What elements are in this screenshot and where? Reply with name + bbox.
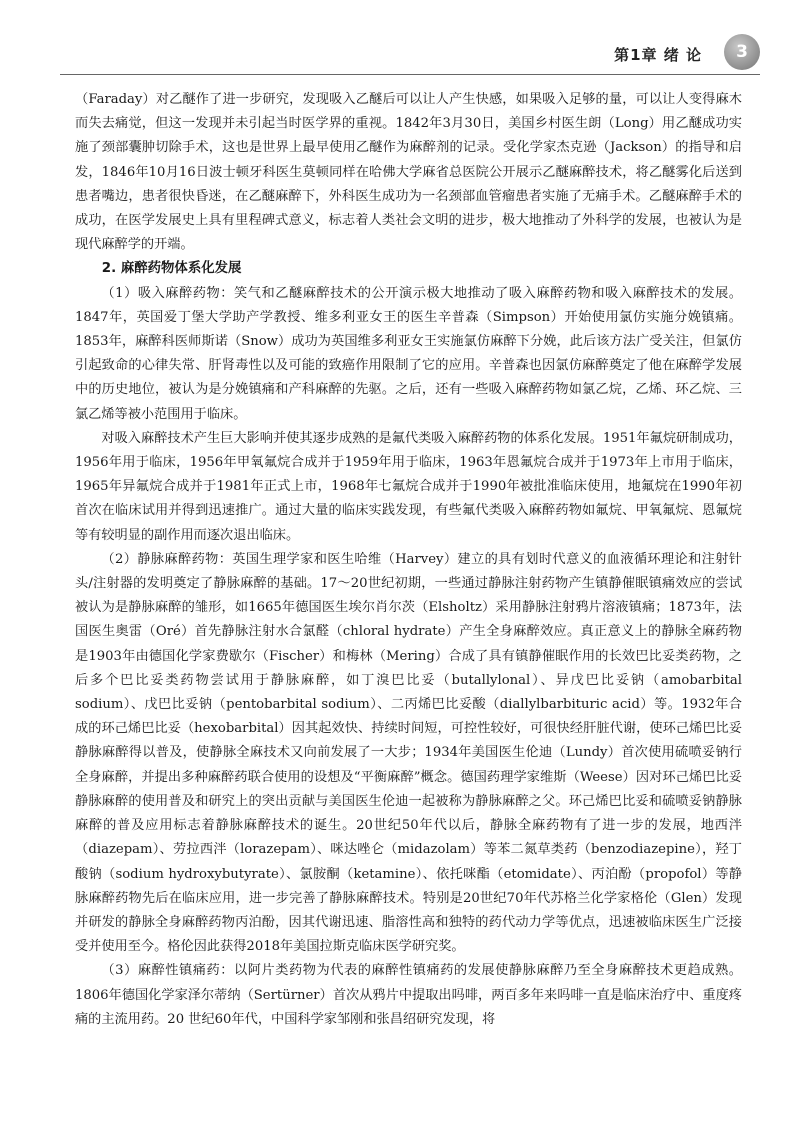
paragraph-inhalation-anesthetics: （1）吸入麻醉药物：笑气和乙醚麻醉技术的公开演示极大地推动了吸入麻醉药物和吸入麻醉技术的发展。1847年，英国爱丁堡大学助产学教授、维多利亚女王的医生辛普森（Simpson）开始使用氯仿实施分娩镇痛。1853年，麻醉科医师斯诺（Snow）成功为英国维多利亚女王实施氯仿麻醉下分娩，此后该方法广受关注，但氯仿引起致命的心律失常、肝肾毒性以及可能的致癌作用限制了它的应用。辛普森也因氯仿麻醉奠定了他在麻醉学发展中的历史地位，被认为是分娩镇痛和产科麻醉的先驱。之后，还有一些吸入麻醉药物如氯乙烷，乙烯、环乙烷、三氯乙烯等被小范围用于临床。: [75, 285, 742, 422]
body-text: [75, 88, 742, 1032]
paragraph-fluorinated-anesthetics: 对吸入麻醉技术产生巨大影响并使其逐步成熟的是氟代类吸入麻醉药物的体系化发展。1951年氟烷研制成功，1956年用于临床，1956年甲氧氟烷合成并于1959年用于临床，1963年恩氟烷合成并于1973年上市用于临床，1965年异氟烷合成并于1981年正式上市，1968年七氟烷合成并于1990年被批准临床使用，地氟烷在1990年初首次在临床试用并得到迅速推广。通过大量的临床实践发现，有些氟代类吸入麻醉药物如氟烷、甲氧氟烷、恩氟烷等有较明显的副作用而逐次退出临床。: [75, 430, 742, 543]
paragraph-faraday-ether: （Faraday）对乙醚作了进一步研究，发现吸入乙醚后可以让人产生快感，如果吸入足够的量，可以让人变得麻木而失去痛觉，但这一发现并未引起当时医学界的重视。1842年3月30日，美国乡村医生朗（Long）用乙醚成功实施了颈部囊肿切除手术，这也是世界上最早使用乙醚作为麻醉剂的记录。受化学家杰克逊（Jackson）的指导和启发，1846年10月16日波士顿牙科医生莫顿同样在哈佛大学麻省总医院公开展示乙醚麻醉技术，将乙醚雾化后送到患者嘴边，患者很快昏迷，在乙醚麻醉下，外科医生成功为一名颈部血管瘤患者实施了无痛手术。乙醚麻醉手术的成功，在医学发展史上具有里程碑式意义，标志着人类社会文明的进步，极大地推动了外科学的发展，也被认为是现代麻醉学的开端。: [75, 92, 742, 253]
page-number-badge: 3: [724, 34, 760, 70]
paragraph-narcotic-analgesics: （3）麻醉性镇痛药：以阿片类药物为代表的麻醉性镇痛药的发展使静脉麻醉乃至全身麻醉技术更趋成熟。1806年德国化学家泽尔蒂纳（Sertürner）首次从鸦片中提取出吗啡，两百多年来吗啡一直是临床治疗中、重度疼痛的主流用药。20 世纪60年代，中国科学家邹刚和张昌绍研究发现，将: [75, 963, 742, 1027]
paragraph-intravenous-anesthetics: （2）静脉麻醉药物：英国生理学家和医生哈维（Harvey）建立的具有划时代意义的血液循环理论和注射针头/注射器的发明奠定了静脉麻醉的基础。17～20世纪初期，一些通过静脉注射药物产生镇静催眠镇痛效应的尝试被认为是静脉麻醉的雏形，如1665年德国医生埃尔肖尔茨（Elsholtz）采用静脉注射鸦片溶液镇痛；1873年，法国医生奥雷（Oré）首先静脉注射水合氯醛（chloral hydrate）产生全身麻醉效应。真正意义上的静脉全麻药物是1903年由德国化学家费歇尔（Fischer）和梅林（Mering）合成了具有镇静催眠作用的长效巴比妥类药物，之后多个巴比妥类药物尝试用于静脉麻醉，如丁溴巴比妥（butallylonal）、异戊巴比妥钠（amobarbital sodium）、戊巴比妥钠（pentobarbital sodium）、二丙烯巴比妥酸（diallylbarbituric acid）等。1932年合成的环己烯巴比妥（hexobarbital）因其起效快、持续时间短，可控性较好，可很快经肝脏代谢，使环己烯巴比妥静脉麻醉得以普及，使静脉全麻技术又向前发展了一大步；1934年美国医生伦迪（Lundy）首次使用硫喷妥钠行全身麻醉，并提出多种麻醉药联合使用的设想及“平衡麻醉”概念。德国药理学家维斯（Weese）因对环己烯巴比妥静脉麻醉的使用普及和研究上的突出贡献与美国医生伦迪一起被称为静脉麻醉之父。环己烯巴比妥和硫喷妥钠静脉麻醉的普及应用标志着静脉麻醉技术的诞生。20世纪50年代以后，静脉全麻药物有了进一步的发展，地西泮（diazepam）、劳拉西泮（lorazepam）、咪达唑仑（midazolam）等苯二氮草类药（benzodiazepine），羟丁酸钠（sodium hydroxybutyrate）、氯胺酮（ketamine）、依托咪酯（etomidate）、丙泊酚（propofol）等静脉麻醉药物先后在临床应用，进一步完善了静脉麻醉技术。特别是20世纪70年代苏格兰化学家格伦（Glen）发现并研发的静脉全身麻醉药物丙泊酚，因其代谢迅速、脂溶性高和独特的药代动力学等优点，迅速被临床医生广泛接受并使用至今。格伦因此获得2018年美国拉斯克临床医学研究奖。: [75, 551, 742, 955]
chapter-title: 第1章 绪 论: [614, 46, 702, 64]
page-header: [60, 30, 760, 75]
section-heading: 2. 麻醉药物体系化发展: [101, 261, 242, 277]
